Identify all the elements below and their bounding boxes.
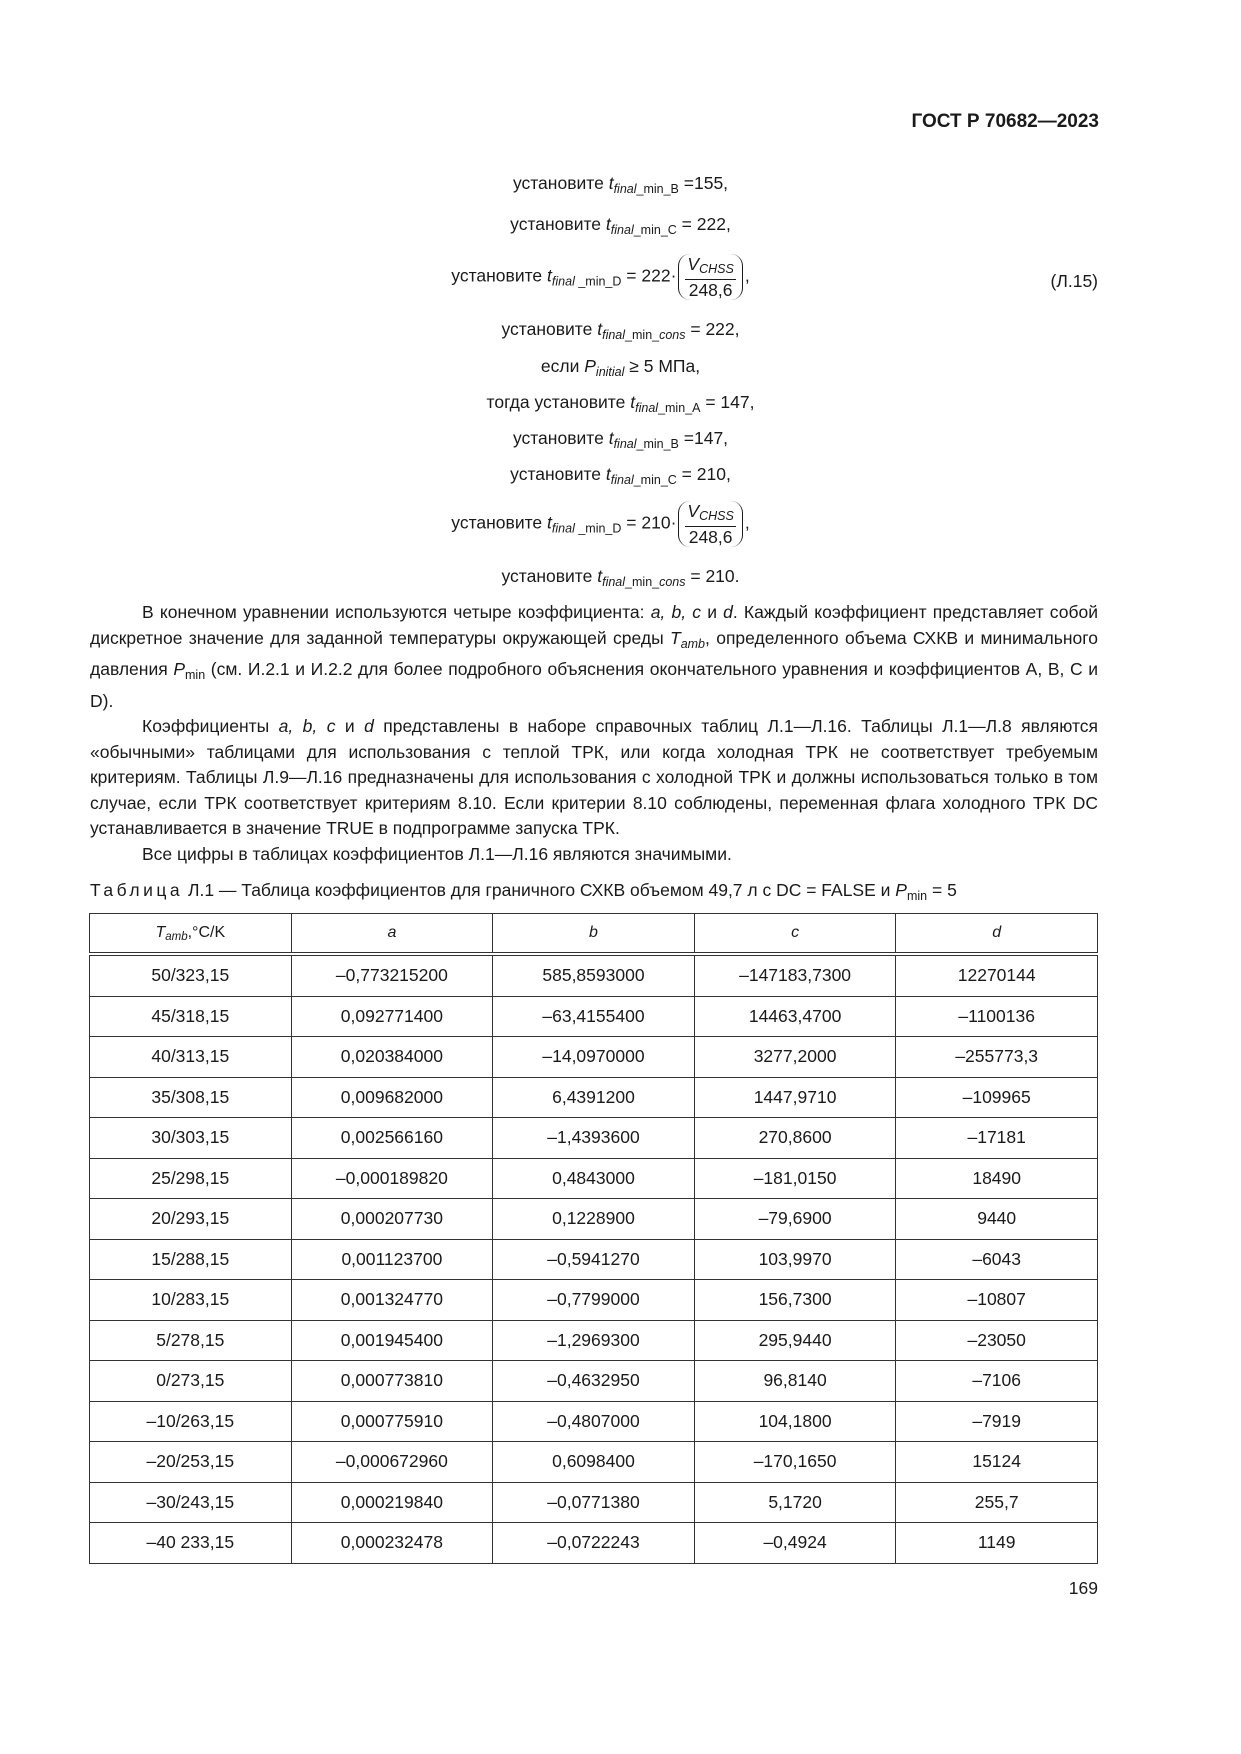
table-cell: –109965 — [896, 1077, 1098, 1118]
table-cell: 9440 — [896, 1199, 1098, 1240]
table-row — [90, 1442, 1098, 1483]
table-cell: –170,1650 — [694, 1442, 896, 1483]
table-cell: 0,1228900 — [493, 1199, 695, 1240]
table-header-row — [90, 914, 1098, 955]
table-cell: 104,1800 — [694, 1401, 896, 1442]
table-row — [90, 1118, 1098, 1159]
table-cell: –6043 — [896, 1239, 1098, 1280]
table-cell: 0,092771400 — [291, 996, 493, 1037]
table-cell: –63,4155400 — [493, 996, 695, 1037]
table-cell: –7106 — [896, 1361, 1098, 1402]
formula-line-1: установите $t_{final\_min\_B} =155$, — [512, 173, 729, 196]
table-cell: –0,000672960 — [291, 1442, 493, 1483]
table-cell: 156,7300 — [694, 1280, 896, 1321]
table-cell: 14463,4700 — [694, 996, 896, 1037]
table-cell: 0/273,15 — [90, 1361, 292, 1402]
header-c: c — [694, 914, 896, 955]
table-cell: 0,009682000 — [291, 1077, 493, 1118]
table-cell: –10/263,15 — [90, 1401, 292, 1442]
table-cell: 585,8593000 — [493, 954, 695, 996]
table-cell: 15124 — [896, 1442, 1098, 1483]
table-cell: 270,8600 — [694, 1118, 896, 1159]
table-cell: –14,0970000 — [493, 1037, 695, 1078]
table-row — [90, 1320, 1098, 1361]
table-cell: –1,2969300 — [493, 1320, 695, 1361]
table-cell: –0,7799000 — [493, 1280, 695, 1321]
table-caption: Таблица Л.1 — Таблица коэффициентов для граничного СХКВ объемом 49,7 л с DC = FALSE и $P_{min} = 5$ — [90, 880, 957, 903]
table-cell: –0,4924 — [694, 1523, 896, 1564]
table-cell: 1149 — [896, 1523, 1098, 1564]
table-cell: 0,000775910 — [291, 1401, 493, 1442]
table-cell: –20/253,15 — [90, 1442, 292, 1483]
table-row — [90, 1077, 1098, 1118]
table-cell: 0,000207730 — [291, 1199, 493, 1240]
table-row — [90, 1401, 1098, 1442]
table-cell: 25/298,15 — [90, 1158, 292, 1199]
table-cell: –0,000189820 — [291, 1158, 493, 1199]
table-cell: 103,9970 — [694, 1239, 896, 1280]
header-b: b — [493, 914, 695, 955]
table-cell: 0,4843000 — [493, 1158, 695, 1199]
table-row — [90, 1361, 1098, 1402]
table-cell: 0,020384000 — [291, 1037, 493, 1078]
table-cell: 0,6098400 — [493, 1442, 695, 1483]
table-row — [90, 1482, 1098, 1523]
table-row — [90, 1158, 1098, 1199]
table-cell: 50/323,15 — [90, 954, 292, 996]
table-cell: 5/278,15 — [90, 1320, 292, 1361]
formula-line-5: если $P_{initial} \ge 5$ МПа, — [540, 356, 701, 379]
page-number: 169 — [1068, 1578, 1098, 1598]
table-cell: –10807 — [896, 1280, 1098, 1321]
formula-line-10: установите $t_{final\_min\_cons} = 210$. — [501, 566, 740, 589]
table-cell: 40/313,15 — [90, 1037, 292, 1078]
table-cell: –0,4632950 — [493, 1361, 695, 1402]
table-cell: 1447,9710 — [694, 1077, 896, 1118]
table-cell: 0,002566160 — [291, 1118, 493, 1159]
header-temperature: $T_{amb},^\circ C/K$ — [90, 914, 292, 955]
table-cell: 30/303,15 — [90, 1118, 292, 1159]
fraction: $\frac{V_{CHSS}}{248,6}$ — [678, 501, 742, 547]
table-cell: 255,7 — [896, 1482, 1098, 1523]
formula-line-8: установите $t_{final\_min\_C} = 210$, — [510, 464, 731, 487]
table-cell: –0,4807000 — [493, 1401, 695, 1442]
paragraph-3: Все цифры в таблицах коэффициентов Л.1—Л.16 являются значимыми. — [142, 843, 732, 864]
table-cell: 0,001324770 — [291, 1280, 493, 1321]
table-cell: 0,001945400 — [291, 1320, 493, 1361]
formula-line-2: установите $t_{final\_min\_C} = 222$, — [510, 214, 731, 237]
table-cell: 15/288,15 — [90, 1239, 292, 1280]
formula-line-9: установите $t_{final \_min\_D} = 210\cdot$ $\frac{V_{CHSS}}{248,6}$ , — [451, 501, 750, 547]
fraction: $\frac{V_{CHSS}}{248,6}$ — [678, 254, 742, 300]
table-cell: –0,5941270 — [493, 1239, 695, 1280]
table-cell: 0,000232478 — [291, 1523, 493, 1564]
table-row — [90, 954, 1098, 996]
table-cell: –1100136 — [896, 996, 1098, 1037]
table-cell: –255773,3 — [896, 1037, 1098, 1078]
table-row — [90, 1239, 1098, 1280]
table-cell: –147183,7300 — [694, 954, 896, 996]
table-cell: 45/318,15 — [90, 996, 292, 1037]
formula-line-3: установите $t_{final \_min\_D} = 222\cdot$ $\frac{V_{CHSS}}{248,6}$ , — [451, 254, 750, 300]
formula-line-6: тогда установите $t_{final\_min\_A} = 147$, — [486, 392, 755, 415]
table-cell: 5,1720 — [694, 1482, 896, 1523]
table-cell: 3277,2000 — [694, 1037, 896, 1078]
table-row — [90, 1280, 1098, 1321]
table-cell: 0,000773810 — [291, 1361, 493, 1402]
table-cell: 10/283,15 — [90, 1280, 292, 1321]
table-row — [90, 1199, 1098, 1240]
header-d: d — [896, 914, 1098, 955]
table-cell: –181,0150 — [694, 1158, 896, 1199]
formula-line-7: установите $t_{final\_min\_B} =147$, — [512, 428, 729, 451]
paragraph-2: Коэффициенты a, b, c и d представлены в наборе справочных таблиц Л.1—Л.16. Таблицы Л.1—Л.8 являются «обычными» таблицами для использования с теплой ТРК, или когда холодная ТРК не соответствует требуемым критериям. Таблицы Л.9—Л.16 предназначены для использования с холодной ТРК и должны использоваться только в том случае, если ТРК соответствует критериям 8.10. Если критерии 8.10 соблюдены, переменная флага холодного ТРК DC устанавливается в значение TRUE в подпрограмме запуска ТРК. — [90, 716, 1099, 838]
table-cell: 96,8140 — [694, 1361, 896, 1402]
table-cell: –7919 — [896, 1401, 1098, 1442]
formula-line-4: установите $t_{final\_min\_cons} = 222$, — [501, 319, 740, 342]
table-cell: –79,6900 — [694, 1199, 896, 1240]
table-cell: –23050 — [896, 1320, 1098, 1361]
table-cell: –0,773215200 — [291, 954, 493, 996]
table-cell: 295,9440 — [694, 1320, 896, 1361]
table-cell: –0,0722243 — [493, 1523, 695, 1564]
table-cell: 0,000219840 — [291, 1482, 493, 1523]
table-cell: –40 233,15 — [90, 1523, 292, 1564]
table-cell: –17181 — [896, 1118, 1098, 1159]
paragraph-1: В конечном уравнении используются четыре коэффициента: a, b, c и d. Каждый коэффициент представляет собой дискретное значение для заданной температуры окружающей среды $T_{amb}$, определенного объема СХКВ и минимального давления $P_{min}$ (см. И.2.1 и И.2.2 для более подробного объяснения окончательного уравнения и коэффициентов A, B, C и D). — [90, 602, 1099, 711]
table-cell: 12270144 — [896, 954, 1098, 996]
table-cell: 35/308,15 — [90, 1077, 292, 1118]
coefficients-table — [89, 913, 1098, 1564]
document-header: ГОСТ Р 70682—2023 — [911, 111, 1099, 132]
table-cell: –30/243,15 — [90, 1482, 292, 1523]
header-a: a — [291, 914, 493, 955]
table-cell: 0,001123700 — [291, 1239, 493, 1280]
table-row — [90, 1523, 1098, 1564]
table-cell: –1,4393600 — [493, 1118, 695, 1159]
table-cell: 18490 — [896, 1158, 1098, 1199]
body-text — [90, 600, 1098, 867]
table-cell: 20/293,15 — [90, 1199, 292, 1240]
table-cell: 6,4391200 — [493, 1077, 695, 1118]
table-row — [90, 996, 1098, 1037]
equation-number: (Л.15) — [1050, 271, 1098, 291]
table-cell: –0,0771380 — [493, 1482, 695, 1523]
table-row — [90, 1037, 1098, 1078]
